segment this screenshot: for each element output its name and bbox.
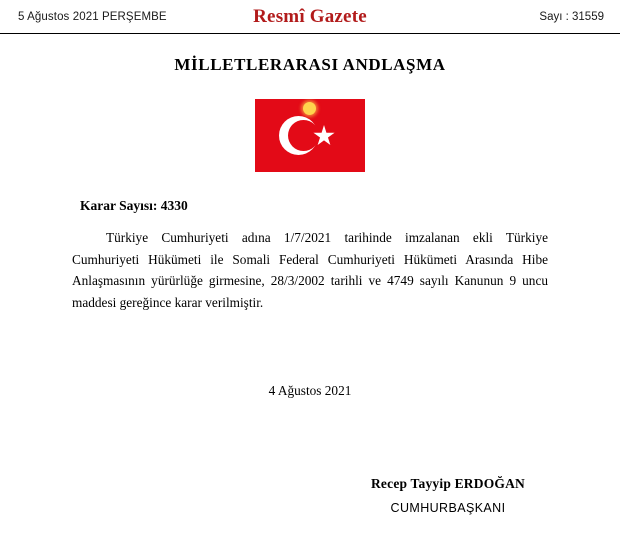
masthead <box>0 0 620 34</box>
crescent-inner-shape <box>288 120 319 151</box>
decision-paragraph: Türkiye Cumhuriyeti adına 1/7/2021 tarihinde imzalanan ekli Türkiye Cumhuriyeti Hükümeti ile Somali Federal Cumhuriyeti Hükümeti Arasında Hibe Anlaşmasının yürürlüğe girmesine, 28/3/2002 tarihli ve 4749 sayılı Kanunun 9 uncu maddesi gereğince karar verilmiştir. <box>72 230 548 310</box>
turkish-flag-icon <box>255 99 365 172</box>
masthead-title: Resmî Gazete <box>253 5 367 27</box>
decision-date: 4 Ağustos 2021 <box>268 383 352 399</box>
document-content <box>72 198 548 399</box>
document-heading: MİLLETLERARASI ANDLAŞMA <box>174 55 446 74</box>
masthead-issue: Sayı : 31559 <box>539 10 604 23</box>
decision-number: Karar Sayısı: 4330 <box>80 198 188 213</box>
signature-block <box>328 476 568 515</box>
signature-name: Recep Tayyip ERDOĞAN <box>370 476 526 491</box>
signature-role: CUMHURBAŞKANI <box>390 501 506 515</box>
flag-container <box>0 99 620 172</box>
sun-glare-icon <box>303 102 316 115</box>
masthead-date: 5 Ağustos 2021 PERŞEMBE <box>18 10 167 23</box>
